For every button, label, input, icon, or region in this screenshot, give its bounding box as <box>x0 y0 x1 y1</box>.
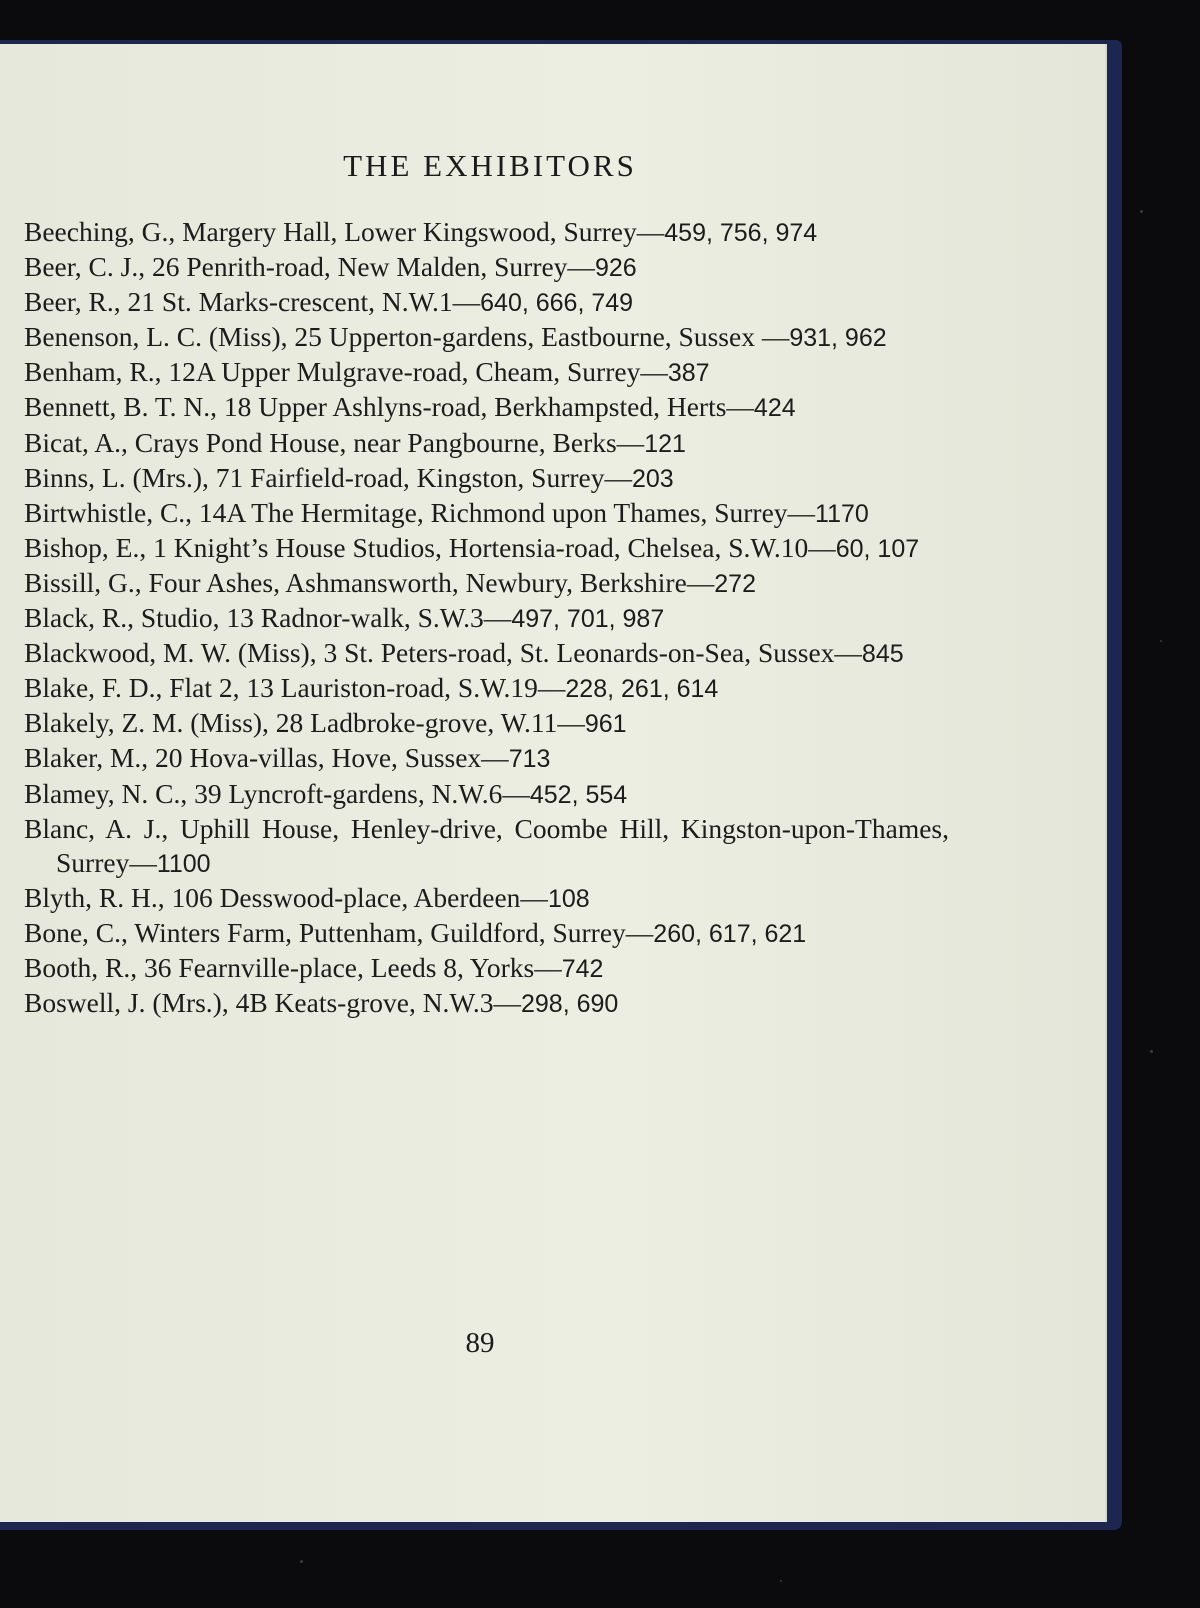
backdrop-speck <box>780 1580 782 1582</box>
exhibitor-address: Bissill, G., Four Ashes, Ashmansworth, Newbury, Berkshire— <box>24 566 715 598</box>
exhibitor-entry <box>24 461 949 496</box>
exhibitor-entry <box>24 320 949 355</box>
exhibitor-address: Blackwood, M. W. (Miss), 3 St. Peters-road, St. Leonards-on-Sea, Sussex— <box>24 637 862 669</box>
exhibitor-address: Blyth, R. H., 106 Desswood-place, Aberdeen— <box>24 881 548 913</box>
exhibitor-entry <box>24 777 949 812</box>
exhibitor-entry <box>24 250 949 285</box>
exhibit-numbers: 640, 666, 749 <box>480 289 634 318</box>
backdrop-speck <box>300 1560 303 1563</box>
backdrop-speck <box>1150 1050 1153 1053</box>
exhibitor-entry <box>24 285 949 320</box>
exhibitor-entry <box>24 531 949 566</box>
exhibitor-list <box>24 215 949 1021</box>
exhibitor-entry <box>24 496 949 531</box>
exhibit-numbers: 228, 261, 614 <box>565 675 719 704</box>
exhibitor-address: Blaker, M., 20 Hova-villas, Hove, Sussex— <box>24 742 509 774</box>
exhibitor-address: Birtwhistle, C., 14A The Hermitage, Richmond upon Thames, Surrey— <box>24 496 816 528</box>
exhibitor-address: Bone, C., Winters Farm, Puttenham, Guildford, Surrey— <box>24 916 654 948</box>
exhibitor-address: Beer, C. J., 26 Penrith-road, New Malden, Surrey— <box>24 251 595 283</box>
exhibitor-entry <box>24 916 949 951</box>
page-number: 89 <box>465 1327 495 1359</box>
exhibit-numbers: 1170 <box>815 499 869 528</box>
exhibitor-entry <box>24 566 949 601</box>
exhibitor-entry <box>24 951 949 986</box>
exhibit-numbers: 452, 554 <box>529 780 628 809</box>
exhibitor-address: Bicat, A., Crays Pond House, near Pangbourne, Berks— <box>24 426 645 458</box>
exhibitor-address: Blanc, A. J., Uphill House, Henley-drive, Coombe Hill, Kingston-upon-Thames, Surrey— <box>24 812 949 878</box>
exhibit-numbers: 121 <box>644 429 686 458</box>
exhibit-numbers: 298, 690 <box>521 990 619 1019</box>
exhibit-numbers: 260, 617, 621 <box>653 919 807 948</box>
backdrop-speck <box>1140 210 1143 213</box>
exhibitor-address: Black, R., Studio, 13 Radnor-walk, S.W.3— <box>24 602 512 634</box>
exhibitor-address: Beer, R., 21 St. Marks-crescent, N.W.1— <box>24 286 481 318</box>
exhibit-numbers: 424 <box>753 394 796 423</box>
exhibitor-entry <box>24 741 949 776</box>
exhibitor-address: Bishop, E., 1 Knight’s House Studios, Hortensia-road, Chelsea, S.W.10— <box>24 531 836 563</box>
exhibit-numbers: 931, 962 <box>789 324 887 353</box>
exhibit-numbers: 713 <box>508 745 551 774</box>
exhibitor-address: Blake, F. D., Flat 2, 13 Lauriston-road, S.W.19— <box>24 672 566 704</box>
exhibit-numbers: 926 <box>594 254 637 283</box>
exhibitor-entry <box>24 215 949 250</box>
exhibit-numbers: 742 <box>561 954 604 983</box>
exhibitor-address: Blakely, Z. M. (Miss), 28 Ladbroke-grove, W.11— <box>24 707 585 739</box>
exhibit-numbers: 1100 <box>156 849 211 878</box>
exhibitor-entry <box>24 636 949 671</box>
exhibit-numbers: 60, 107 <box>835 534 920 563</box>
exhibit-numbers: 459, 756, 974 <box>664 219 818 247</box>
exhibitor-entry <box>24 426 949 461</box>
exhibit-numbers: 203 <box>631 464 674 493</box>
exhibitor-entry <box>24 601 949 636</box>
backdrop-speck <box>1160 640 1162 642</box>
exhibitor-address: Booth, R., 36 Fearnville-place, Leeds 8, Yorks— <box>24 951 562 983</box>
exhibit-numbers: 108 <box>547 884 590 913</box>
exhibit-numbers: 845 <box>861 640 904 669</box>
exhibit-numbers: 497, 701, 987 <box>511 605 665 634</box>
exhibitor-entry <box>24 671 949 706</box>
exhibit-numbers: 272 <box>714 569 756 598</box>
exhibitor-entry <box>24 706 949 741</box>
exhibitor-address: Boswell, J. (Mrs.), 4B Keats-grove, N.W.3— <box>24 987 521 1019</box>
exhibitor-address: Beeching, G., Margery Hall, Lower Kingswood, Surrey— <box>24 216 665 247</box>
exhibitor-entry <box>24 812 949 881</box>
exhibitor-entry <box>24 986 949 1021</box>
exhibitor-entry <box>24 881 949 916</box>
exhibitor-entry <box>24 355 949 390</box>
exhibit-numbers: 387 <box>667 359 710 388</box>
exhibitor-address: Bennett, B. T. N., 18 Upper Ashlyns-road, Berkhampsted, Herts— <box>24 391 754 423</box>
exhibitor-address: Benham, R., 12A Upper Mulgrave-road, Cheam, Surrey— <box>24 356 668 388</box>
exhibitor-entry <box>24 390 949 425</box>
exhibitor-address: Benenson, L. C. (Miss), 25 Upperton-gardens, Eastbourne, Sussex — <box>24 321 790 353</box>
running-head: THE EXHIBITORS <box>343 148 637 183</box>
exhibit-numbers: 961 <box>584 710 627 739</box>
exhibitor-address: Binns, L. (Mrs.), 71 Fairfield-road, Kingston, Surrey— <box>24 461 632 493</box>
exhibitor-address: Blamey, N. C., 39 Lyncroft-gardens, N.W.6— <box>24 777 530 809</box>
